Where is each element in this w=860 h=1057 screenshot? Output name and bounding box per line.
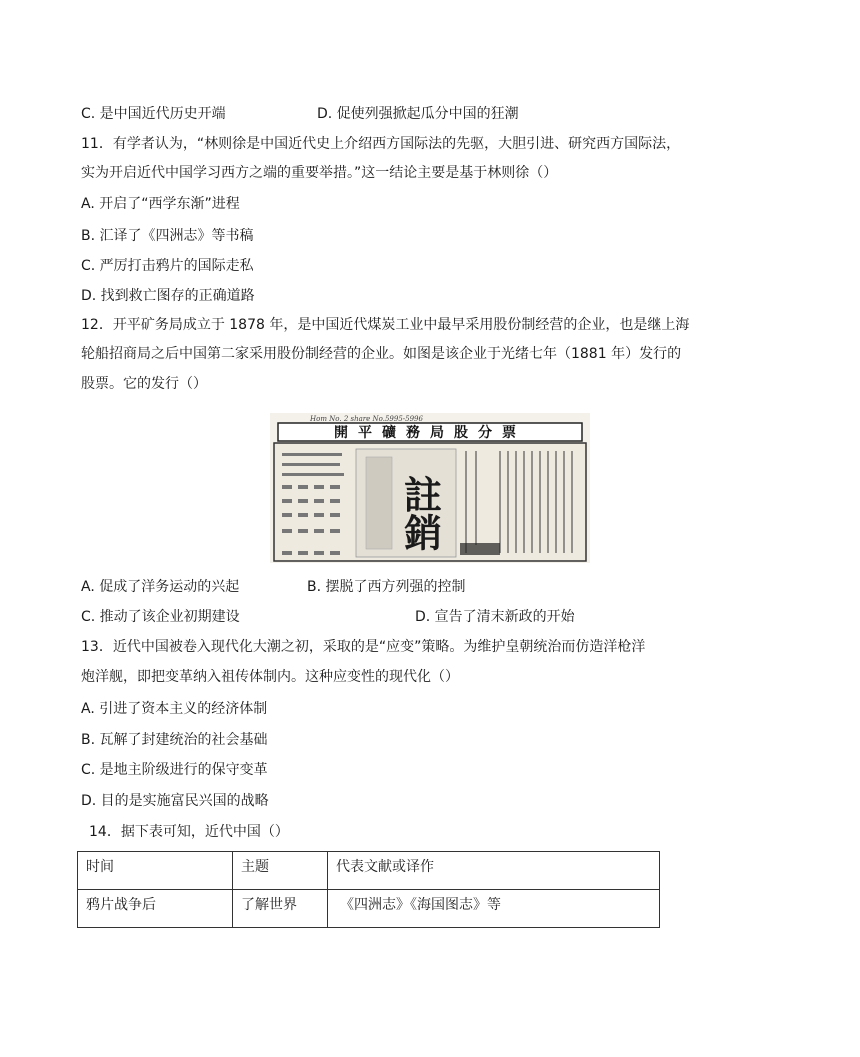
q14-stem: 14．据下表可知，近代中国（） (89, 824, 289, 840)
q13-option-b: B. 瓦解了封建统治的社会基础 (81, 732, 268, 748)
q11-option-a: A. 开启了“西学东渐”进程 (81, 196, 240, 212)
stock-certificate-image (270, 413, 590, 563)
q13-option-a: A. 引进了资本主义的经济体制 (81, 701, 268, 717)
table-cell: 鸦片战争后 (78, 890, 233, 928)
stock-header-text: 開平礦務局股分票 (334, 425, 526, 441)
q10-option-d: D. 促使列强掀起瓜分中国的狂潮 (317, 106, 519, 122)
q12-stem-line1: 12．开平矿务局成立于 1878 年，是中国近代煤炭工业中最早采用股份制经营的企业，也是继上海 (81, 317, 690, 333)
table-header-cell: 时间 (78, 852, 233, 890)
q10-option-c: C. 是中国近代历史开端 (81, 106, 226, 122)
q12-option-c: C. 推动了该企业初期建设 (81, 609, 240, 625)
q11-stem-line1: 11．有学者认为，“林则徐是中国近代史上介绍西方国际法的先驱，大胆引进、研究西方国际法， (81, 136, 681, 152)
table-header-row (78, 852, 660, 890)
q13-option-c: C. 是地主阶级进行的保守变革 (81, 762, 268, 778)
q14-table (77, 851, 660, 928)
q13-stem-line1: 13．近代中国被卷入现代化大潮之初，采取的是“应变”策略。为维护皇朝统治而仿造洋枪洋 (81, 639, 646, 655)
table-header-cell: 代表文献或译作 (328, 852, 660, 890)
q11-option-d: D. 找到救亡图存的正确道路 (81, 288, 255, 304)
q11-option-c: C. 严厉打击鸦片的国际走私 (81, 258, 254, 274)
q12-stem-line2: 轮船招商局之后中国第二家采用股份制经营的企业。如图是该企业于光绪七年（1881 年）发行的 (81, 346, 682, 362)
stock-stamp-text: 註銷 (397, 475, 443, 551)
q12-option-a: A. 促成了洋务运动的兴起 (81, 579, 240, 595)
q12-option-d: D. 宣告了清末新政的开始 (415, 609, 575, 625)
q12-option-b: B. 摆脱了西方列强的控制 (307, 579, 466, 595)
table-header-cell: 主题 (233, 852, 328, 890)
table-cell: 《四洲志》《海国图志》等 (328, 890, 660, 928)
q11-option-b: B. 汇译了《四洲志》等书稿 (81, 228, 254, 244)
q11-stem-line2: 实为开启近代中国学习西方之端的重要举措。”这一结论主要是基于林则徐（） (81, 165, 558, 181)
q13-option-d: D. 目的是实施富民兴国的战略 (81, 793, 269, 809)
stock-top-handwriting: Hom No. 2 share No.5995-5996 (310, 415, 423, 423)
table-row (78, 890, 660, 928)
q12-stem-line3: 股票。它的发行（） (81, 376, 207, 392)
q13-stem-line2: 炮洋舰，即把变革纳入祖传体制内。这种应变性的现代化（） (81, 669, 459, 685)
table-cell: 了解世界 (233, 890, 328, 928)
